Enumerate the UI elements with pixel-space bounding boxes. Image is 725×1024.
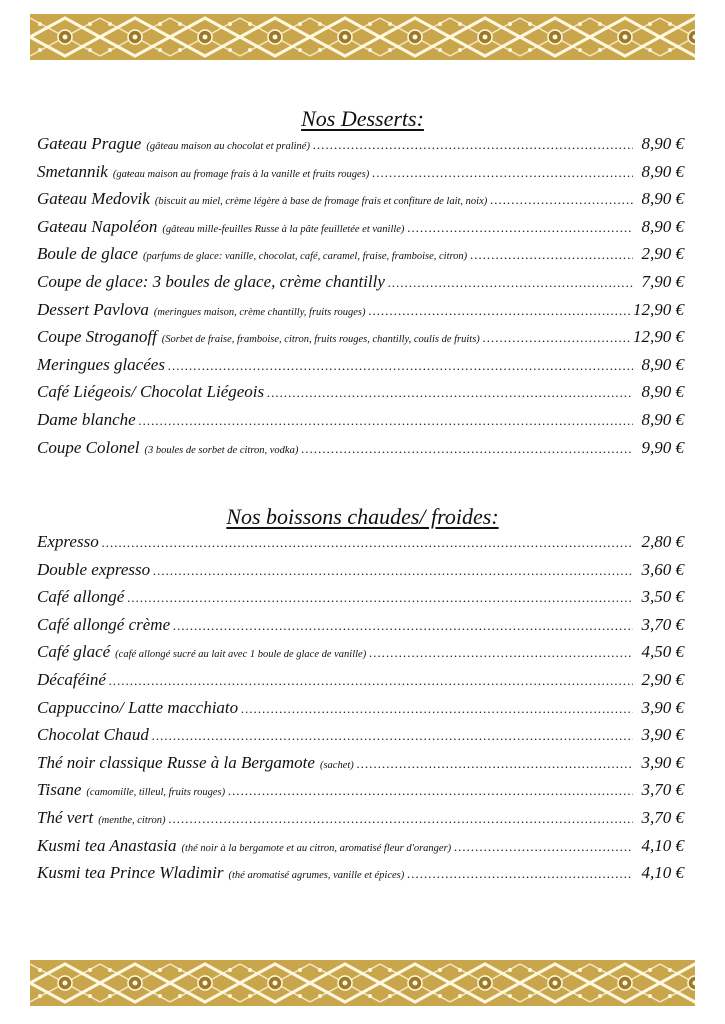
menu-item bbox=[37, 698, 684, 726]
item-name: Tisane bbox=[37, 780, 82, 800]
item-name: Meringues glacées bbox=[37, 354, 165, 374]
dot-leader bbox=[372, 165, 633, 181]
menu-item bbox=[37, 560, 684, 588]
menu-item bbox=[37, 780, 684, 808]
item-price: 12,90 € bbox=[633, 327, 684, 347]
item-name: Kusmi tea Prince Wladimir bbox=[37, 863, 224, 883]
item-name: Décaféiné bbox=[37, 669, 106, 689]
ornamental-border-bottom bbox=[30, 960, 695, 1006]
menu-item bbox=[37, 244, 684, 272]
item-name: Dame blanche bbox=[37, 409, 136, 429]
ornamental-border-top bbox=[30, 14, 695, 60]
item-name: Café glacé bbox=[37, 642, 111, 662]
item-price: 9,90 € bbox=[641, 437, 684, 457]
item-price: 12,90 € bbox=[633, 299, 684, 319]
menu-item bbox=[37, 438, 684, 466]
item-price: 8,90 € bbox=[641, 161, 684, 181]
item-name: Kusmi tea Anastasia bbox=[37, 835, 177, 855]
menu-item bbox=[37, 382, 684, 410]
dot-leader bbox=[139, 413, 633, 429]
item-description: (menthe, citron) bbox=[98, 814, 166, 826]
menu-item bbox=[37, 808, 684, 836]
item-price: 8,90 € bbox=[641, 189, 684, 209]
dot-leader bbox=[470, 247, 633, 263]
desserts-heading: Nos Desserts: bbox=[301, 106, 424, 131]
item-price: 4,10 € bbox=[641, 863, 684, 883]
dot-leader bbox=[454, 839, 633, 855]
item-name: Cappuccino/ Latte macchiato bbox=[37, 697, 239, 717]
item-name: Gaŧeau Prague bbox=[37, 134, 142, 153]
menu-item bbox=[37, 217, 684, 245]
item-name: Café Liégeois/ Chocolat Liégeois bbox=[37, 382, 265, 402]
menu-item bbox=[37, 642, 684, 670]
dot-leader bbox=[153, 563, 633, 579]
menu-item bbox=[37, 863, 684, 891]
dot-leader bbox=[152, 728, 633, 744]
item-name: Gaŧeau Medovik bbox=[37, 189, 150, 209]
item-price: 8,90 € bbox=[641, 216, 684, 236]
item-price: 3,70 € bbox=[641, 780, 684, 800]
menu-item bbox=[37, 670, 684, 698]
item-price: 3,70 € bbox=[641, 614, 684, 634]
dot-leader bbox=[228, 783, 633, 799]
item-name: Coupe de glace: 3 boules de glace, crème chantilly bbox=[37, 271, 385, 291]
item-description: (gâteau mille-feuilles Russe à la pâte feuilletée et vanille) bbox=[162, 223, 405, 235]
item-price: 4,50 € bbox=[641, 642, 684, 662]
dot-leader bbox=[168, 358, 633, 374]
item-name: Chocolat Chaud bbox=[37, 725, 149, 745]
menu-item bbox=[37, 134, 684, 162]
item-name: Boule de glace bbox=[37, 244, 139, 264]
dot-leader bbox=[267, 385, 633, 401]
menu-item bbox=[37, 327, 684, 355]
menu-item bbox=[37, 587, 684, 615]
item-name: Smetannik bbox=[37, 161, 108, 181]
dot-leader bbox=[407, 220, 633, 236]
item-price: 3,90 € bbox=[641, 752, 684, 772]
menu-item bbox=[37, 753, 684, 781]
item-name: Café allongé crème bbox=[37, 614, 171, 634]
dot-leader bbox=[483, 330, 630, 346]
dot-leader bbox=[109, 673, 633, 689]
dot-leader bbox=[301, 441, 633, 457]
desserts-list bbox=[37, 134, 684, 465]
item-name: Dessert Pavlova bbox=[37, 299, 149, 319]
item-description: (café allongé sucré au lait avec 1 boule de glace de vanille) bbox=[115, 649, 367, 661]
dot-leader bbox=[313, 137, 633, 153]
dot-leader bbox=[241, 701, 633, 717]
item-name: Coupe Stroganoff bbox=[37, 327, 157, 347]
drinks-heading: Nos boissons chaudes/ froides: bbox=[226, 504, 499, 529]
item-name: Thé vert bbox=[37, 807, 94, 827]
item-name: Thé noir classique Russe à la Bergamote bbox=[37, 752, 315, 772]
dot-leader bbox=[407, 866, 633, 882]
item-description: (thé noir à la bergamote et au citron, aromatisé fleur d'oranger) bbox=[181, 842, 452, 854]
item-price: 3,90 € bbox=[641, 725, 684, 745]
item-description: (camomille, tilleul, fruits rouges) bbox=[86, 787, 226, 799]
menu-item bbox=[37, 836, 684, 864]
item-description: (biscuit au miel, crème légère à base de fromage frais et confiture de lait, noix) bbox=[154, 196, 488, 208]
item-price: 2,90 € bbox=[641, 244, 684, 264]
item-price: 3,60 € bbox=[641, 559, 684, 579]
item-price: 3,90 € bbox=[641, 697, 684, 717]
dot-leader bbox=[102, 535, 633, 551]
item-price: 7,90 € bbox=[641, 271, 684, 291]
item-price: 2,80 € bbox=[641, 532, 684, 551]
item-price: 8,90 € bbox=[641, 382, 684, 402]
item-price: 2,90 € bbox=[641, 669, 684, 689]
item-description: (3 boules de sorbet de citron, vodka) bbox=[144, 444, 299, 456]
dot-leader bbox=[357, 756, 633, 772]
item-description: (thé aromatisé agrumes, vanille et épices) bbox=[228, 870, 405, 882]
item-description: (meringues maison, crème chantilly, fruits rouges) bbox=[153, 306, 366, 318]
menu-item bbox=[37, 189, 684, 217]
menu-item bbox=[37, 272, 684, 300]
menu-item bbox=[37, 532, 684, 560]
item-price: 8,90 € bbox=[641, 354, 684, 374]
dot-leader bbox=[369, 303, 630, 319]
item-description: (parfums de glace: vanille, chocolat, café, caramel, fraise, framboise, citron) bbox=[143, 251, 468, 263]
item-price: 3,70 € bbox=[641, 807, 684, 827]
item-price: 3,50 € bbox=[641, 587, 684, 607]
item-name: Expresso bbox=[37, 532, 99, 551]
menu-item bbox=[37, 410, 684, 438]
item-description: (sachet) bbox=[319, 759, 354, 771]
menu-item bbox=[37, 615, 684, 643]
menu-item bbox=[37, 725, 684, 753]
item-name: Double expresso bbox=[37, 559, 151, 579]
dot-leader bbox=[168, 811, 633, 827]
item-price: 8,90 € bbox=[641, 409, 684, 429]
dot-leader bbox=[490, 192, 633, 208]
item-description: (gâteau maison au chocolat et praliné) bbox=[146, 141, 310, 152]
item-price: 4,10 € bbox=[641, 835, 684, 855]
item-name: Coupe Colonel bbox=[37, 437, 140, 457]
menu-item bbox=[37, 300, 684, 328]
item-name: Café allongé bbox=[37, 587, 125, 607]
item-price: 8,90 € bbox=[641, 134, 684, 153]
dot-leader bbox=[369, 645, 633, 661]
dot-leader bbox=[127, 590, 633, 606]
dot-leader bbox=[173, 618, 633, 634]
dot-leader bbox=[388, 275, 633, 291]
menu-item bbox=[37, 355, 684, 383]
item-description: (gaŧeau maison au fromage frais à la vanille et fruits rouges) bbox=[112, 168, 370, 180]
item-description: (Sorbet de fraise, framboise, citron, fruits rouges, chantilly, coulis de fruits) bbox=[161, 334, 480, 346]
drinks-list bbox=[37, 532, 684, 891]
item-name: Gaŧeau Napoléon bbox=[37, 216, 158, 236]
menu-item bbox=[37, 162, 684, 190]
